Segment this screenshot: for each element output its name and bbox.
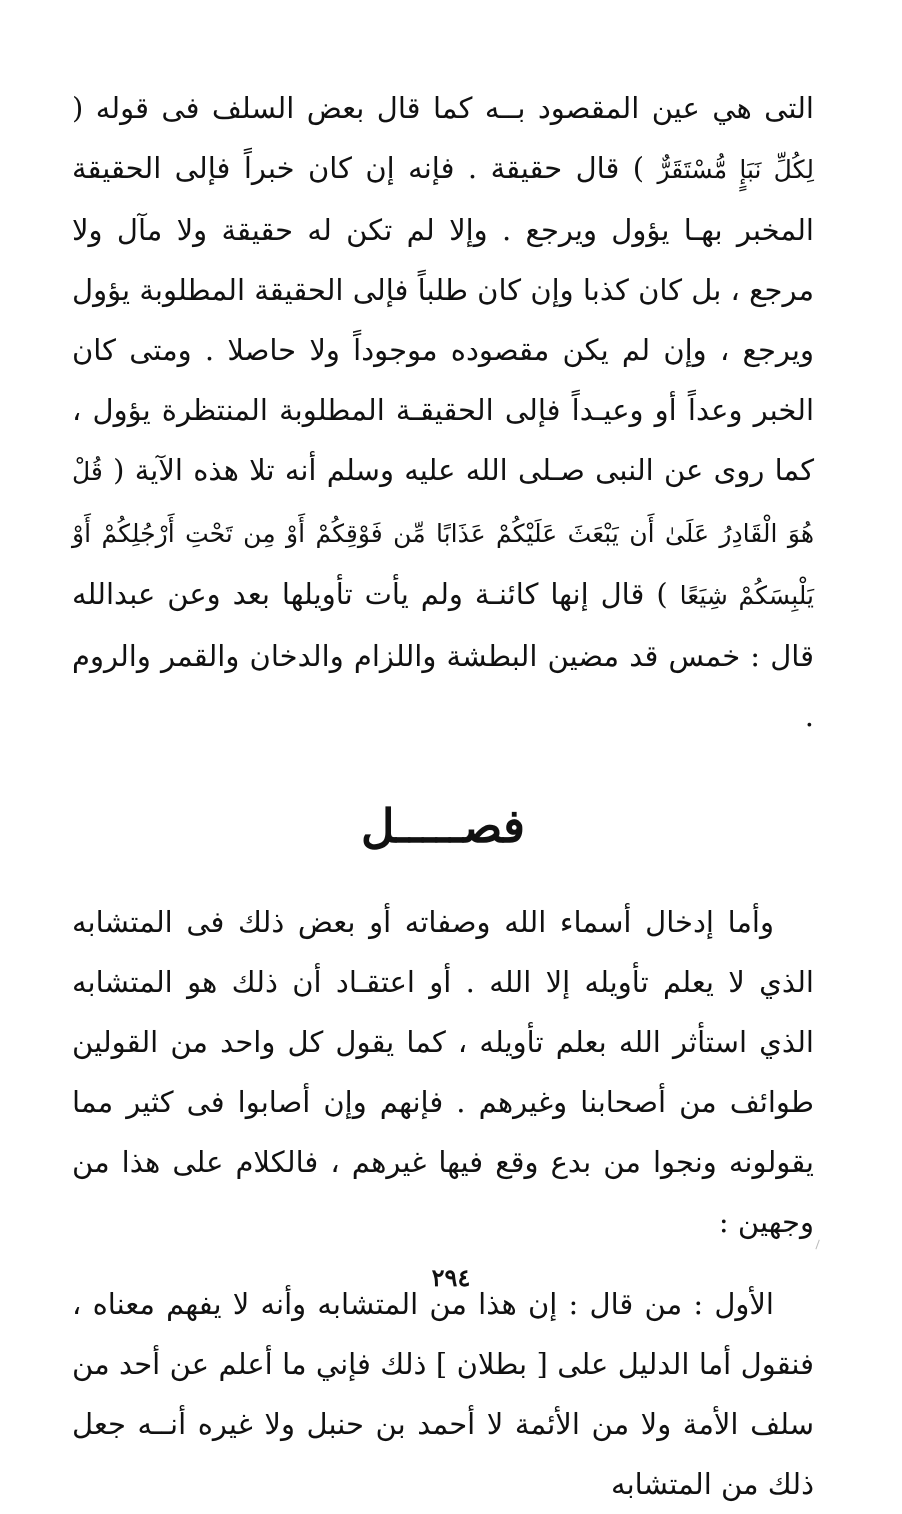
paragraph-2: وأما إدخال أسماء الله وصفاته أو بعض ذلك فى المتشابه الذي لا يعلم تأويله إلا الله . أو اعتقـاد أن ذلك هو المتشابه الذي استأثر الله بعلم تأويله ، كما يقول كل واحد من القولين طوائف من أصحابنا وغيرهم . فإنهم وإن أصابوا فى كثير مما يقولونه ونجوا من بدع وقع فيها غيرهم ، فالكلام على هذا من وجهين : (72, 905, 814, 1239)
page-number: ٢٩٤ (431, 1263, 471, 1292)
page-body (72, 78, 815, 1501)
section-title: فصـــــل (360, 799, 526, 853)
paragraph-1-text-after-quote: ) قال حقيقة . فإنه إن كان خبراً فإلى الحقيقة المخبر بهـا يؤول ويرجع . وإلا لم تكن له حقيقة ولا مآل ولا مرجع ، بل كان كذبا وإن كان طلباً فإلى الحقيقة المطلوبة يؤول ويرجع ، وإن لم يكن مقصوده موجوداً ولا حاصلا . ومتى كان الخبر وعداً أو وعيـداً فإلى الحقيقـة المطلوبة المنتظرة يؤول ، كما روى عن النبى صـلى الله عليه وسلم أنه تلا هذه الآية ( (72, 151, 814, 487)
paper-speck (815, 1240, 822, 1251)
paragraph-3: الأول : من قال : إن هذا من المتشابه وأنه لا يفهم معناه ، فنقول أما الدليل على [ بطلان ] ذلك فإني ما أعلم عن أحد من سلف الأمة ولا من الأئمة لا أحمد بن حنبل ولا غيره أنــه جعل ذلك من المتشابه (72, 1287, 814, 1501)
paragraph-1-text-after-quote-2: ) قال إنها كائنـة ولم يأت تأويلها بعد وعن عبدالله قال : خمس قد مضين البطشة واللزام والدخان والقمر والروم . (72, 577, 814, 733)
quran-verse-2: قُلْ هُوَ الْقَادِرُ عَلَىٰ أَن يَبْعَثَ عَلَيْكُمْ عَذَابًا مِّن فَوْقِكُمْ أَوْ مِن تَحْتِ أَرْجُلِكُمْ أَوْ يَلْبِسَكُمْ شِيَعًا (72, 457, 815, 610)
quran-verse-1: لِكُلِّ نَبَإٍ مُّسْتَقَرٌّ (657, 155, 814, 184)
paragraph-1-text-before-quote: التى هي عين المقصود بــه كما قال بعض السلف فى قوله ( (72, 91, 814, 125)
paragraph-1 (72, 78, 814, 746)
